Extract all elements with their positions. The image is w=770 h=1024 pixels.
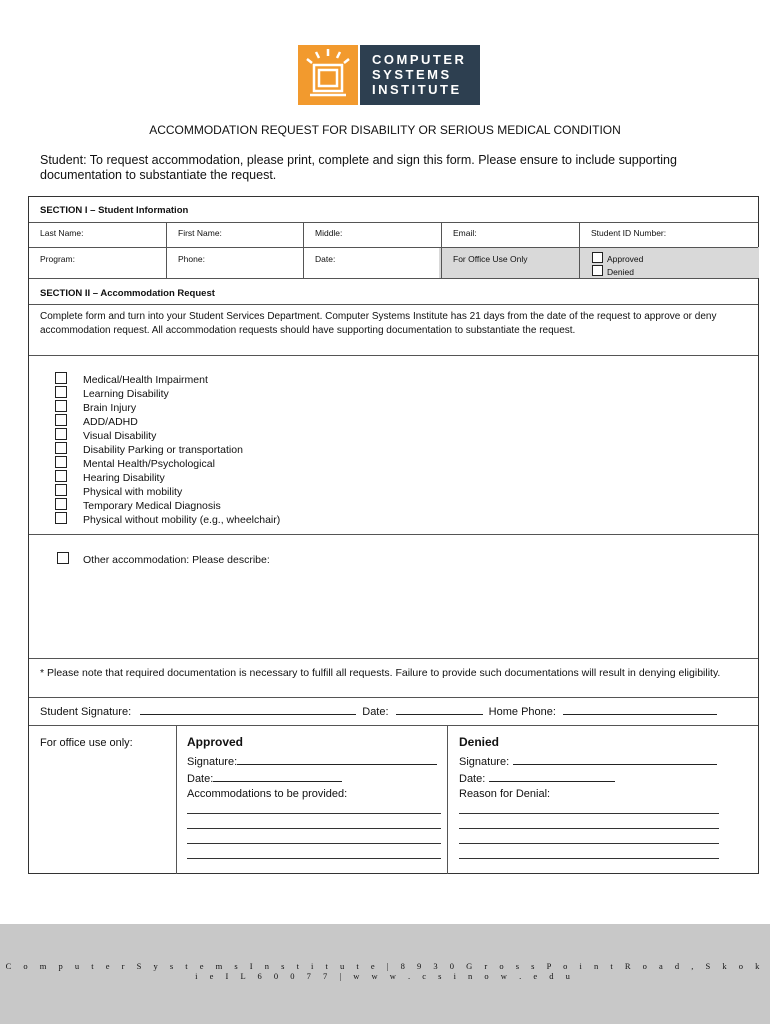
- option-physical-mobility[interactable]: [55, 484, 280, 498]
- home-phone-field[interactable]: [563, 704, 717, 715]
- denied-section: [459, 735, 717, 805]
- approved-option[interactable]: [592, 252, 643, 265]
- student-id-field[interactable]: Student ID Number:: [591, 228, 667, 238]
- option-medical[interactable]: [55, 372, 280, 386]
- footer-address: C o m p u t e r S y s t e m s I n s t i t u t e | 8 9 3 0 G r o s s P o i n t R o a d , S k o k i e I L 6 0 0 7 7 | w w w . c s i n o w . e d u: [5, 961, 765, 981]
- intro-text: Student: To request accommodation, please print, complete and sign this form. Please ensure to include supporting documentation to substantiate the request.: [40, 153, 677, 182]
- office-use-label: For Office Use Only: [453, 254, 528, 264]
- program-field[interactable]: Program:: [40, 254, 75, 264]
- option-label: Hearing Disability: [83, 472, 165, 484]
- document-title: ACCOMMODATION REQUEST FOR DISABILITY OR SERIOUS MEDICAL CONDITION: [149, 123, 621, 137]
- option-label: Mental Health/Psychological: [83, 458, 215, 470]
- accommodations-line[interactable]: [187, 858, 441, 859]
- approved-label: Approved: [607, 254, 644, 264]
- checkbox[interactable]: [55, 484, 67, 496]
- section-2-instructions: Complete form and turn into your Student Services Department. Computer Systems Institute has 21 days from the date of the request to approve or deny accommodation request. All accommodation requests should have supporting documentation to substantiate the request.: [40, 311, 717, 336]
- window-sun-icon: [298, 45, 358, 105]
- email-field[interactable]: Email:: [453, 228, 477, 238]
- checkbox[interactable]: [55, 456, 67, 468]
- page-footer: [0, 924, 770, 1024]
- denied-heading: Denied: [459, 735, 500, 749]
- section-2-heading: SECTION II – Accommodation Request: [40, 288, 215, 299]
- checkbox[interactable]: [55, 442, 67, 454]
- office-status: [592, 252, 643, 278]
- approved-signature-field[interactable]: [237, 754, 437, 765]
- phone-field[interactable]: Phone:: [178, 254, 205, 264]
- checkbox[interactable]: [55, 512, 67, 524]
- accommodation-options: [55, 372, 280, 526]
- office-use-only-label: For office use only:: [40, 737, 133, 749]
- option-label: Visual Disability: [83, 430, 157, 442]
- denial-reason-line[interactable]: [459, 843, 719, 844]
- denial-reason-line[interactable]: [459, 828, 719, 829]
- option-label: Temporary Medical Diagnosis: [83, 500, 221, 512]
- denial-reason-line[interactable]: [459, 813, 719, 814]
- accommodation-form: [28, 196, 759, 874]
- denial-reason-line[interactable]: [459, 858, 719, 859]
- student-signature-field[interactable]: [140, 704, 356, 715]
- approved-heading: Approved: [187, 735, 244, 749]
- option-label: Physical without mobility (e.g., wheelchair): [83, 514, 281, 526]
- accommodations-provided-label: Accommodations to be provided:: [187, 788, 348, 800]
- option-brain[interactable]: [55, 400, 280, 414]
- option-hearing[interactable]: [55, 470, 280, 484]
- approved-checkbox[interactable]: [592, 252, 603, 263]
- accommodations-line[interactable]: [187, 843, 441, 844]
- other-accommodation[interactable]: [57, 552, 270, 566]
- denied-signature-field[interactable]: [513, 754, 717, 765]
- checkbox[interactable]: [55, 386, 67, 398]
- signature-line: [40, 704, 717, 718]
- logo-line-1: COMPUTER: [372, 52, 467, 67]
- accommodations-line[interactable]: [187, 828, 441, 829]
- other-label: Other accommodation: Please describe:: [83, 554, 270, 566]
- option-label: Disability Parking or transportation: [83, 444, 243, 456]
- option-label: ADD/ADHD: [83, 416, 138, 428]
- denied-date-field[interactable]: [489, 771, 615, 782]
- reason-for-denial-label: Reason for Denial:: [459, 788, 551, 800]
- approved-section: [187, 735, 437, 805]
- checkbox[interactable]: [55, 428, 67, 440]
- option-learning[interactable]: [55, 386, 280, 400]
- option-physical-no-mobility[interactable]: [55, 512, 280, 526]
- option-label: Physical with mobility: [83, 486, 183, 498]
- checkbox[interactable]: [55, 400, 67, 412]
- signature-date-label: Date:: [362, 706, 389, 718]
- denied-checkbox[interactable]: [592, 265, 603, 276]
- last-name-field[interactable]: Last Name:: [40, 228, 84, 238]
- home-phone-label: Home Phone:: [488, 706, 556, 718]
- denied-date-label: Date:: [459, 773, 486, 785]
- checkbox[interactable]: [55, 470, 67, 482]
- approved-date-label: Date:: [187, 773, 214, 785]
- checkbox[interactable]: [55, 372, 67, 384]
- option-adhd[interactable]: [55, 414, 280, 428]
- denied-option[interactable]: [592, 265, 643, 278]
- documentation-note: * Please note that required documentation is necessary to fulfill all requests. Failure to provide such documentations will result in denying eligibility.: [40, 667, 721, 679]
- student-signature-label: Student Signature:: [40, 706, 132, 718]
- signature-date-field[interactable]: [396, 704, 483, 715]
- middle-name-field[interactable]: Middle:: [315, 228, 343, 238]
- option-label: Medical/Health Impairment: [83, 374, 208, 386]
- option-visual[interactable]: [55, 428, 280, 442]
- option-temporary[interactable]: [55, 498, 280, 512]
- section-1-heading: SECTION I – Student Information: [40, 205, 189, 216]
- option-mental[interactable]: [55, 456, 280, 470]
- approved-date-field[interactable]: [213, 771, 342, 782]
- checkbox[interactable]: [55, 498, 67, 510]
- checkbox[interactable]: [55, 414, 67, 426]
- csi-logo: [298, 45, 480, 105]
- logo-wordmark: [360, 45, 480, 105]
- approved-signature-label: Signature:: [187, 756, 238, 768]
- option-label: Brain Injury: [83, 402, 137, 414]
- other-checkbox[interactable]: [57, 552, 69, 564]
- denied-signature-label: Signature:: [459, 756, 510, 768]
- first-name-field[interactable]: First Name:: [178, 228, 222, 238]
- denied-label: Denied: [607, 267, 634, 277]
- logo-line-2: SYSTEMS: [372, 67, 452, 82]
- option-label: Learning Disability: [83, 388, 169, 400]
- accommodations-line[interactable]: [187, 813, 441, 814]
- date-field[interactable]: Date:: [315, 254, 336, 264]
- option-parking[interactable]: [55, 442, 280, 456]
- logo-line-3: INSTITUTE: [372, 82, 462, 97]
